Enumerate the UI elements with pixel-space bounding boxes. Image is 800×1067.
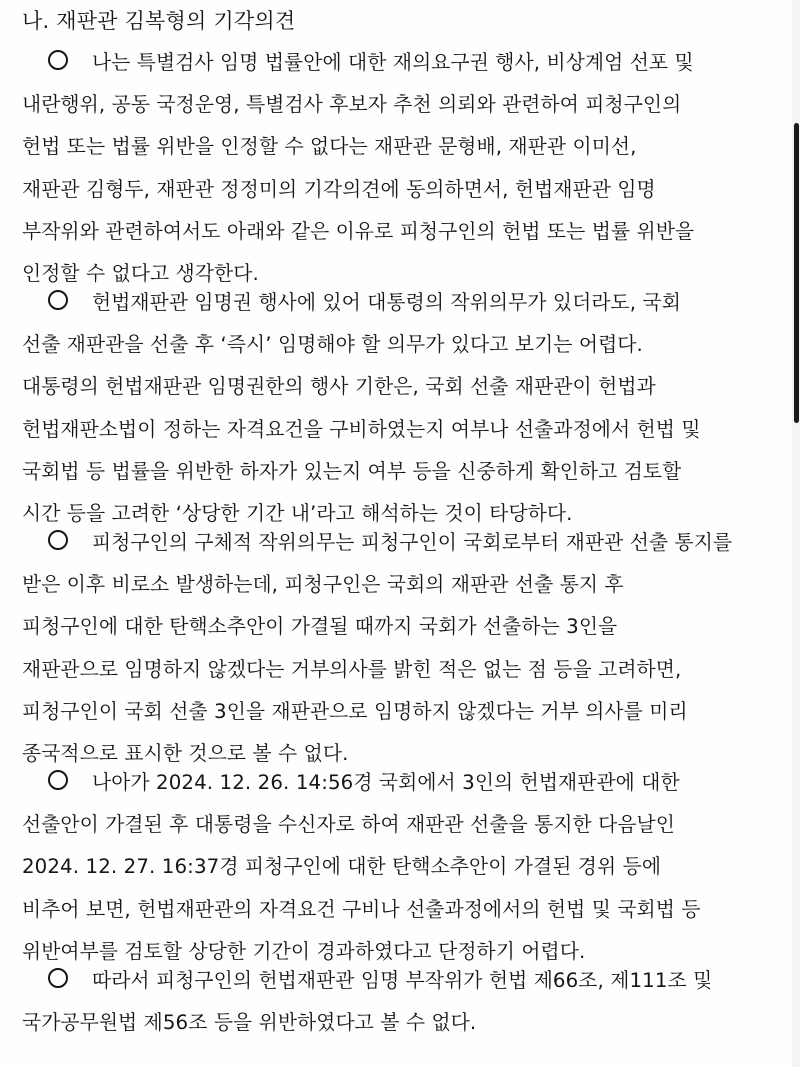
paragraph-line bbox=[22, 850, 782, 880]
line-text: 내란행위, 공동 국정운영, 특별검사 후보자 추천 의뢰와 관련하여 피청구인의 bbox=[22, 92, 682, 116]
line-text: 위반여부를 검토할 상당한 기간이 경과하였다고 단정하기 어렵다. bbox=[22, 940, 586, 964]
line-text: 국회법 등 법률을 위반한 하자가 있는지 여부 등을 신중하게 확인하고 검토할 bbox=[22, 460, 682, 484]
paragraph-2 bbox=[22, 285, 782, 527]
paragraph-line bbox=[22, 370, 782, 400]
line-text: 피청구인의 구체적 작위의무는 피청구인이 국회로부터 재판관 선출 통지를 bbox=[92, 530, 733, 554]
line-text: 나는 특별검사 임명 법률안에 대한 재의요구권 행사, 비상계엄 선포 및 bbox=[92, 50, 694, 74]
line-text: 선출안이 가결된 후 대통령을 수신자로 하여 재판관 선출을 통지한 다음날인 bbox=[22, 812, 675, 836]
scrollbar-thumb[interactable] bbox=[794, 123, 799, 423]
paragraph-line bbox=[22, 807, 782, 837]
line-text: 따라서 피청구인의 헌법재판관 임명 부작위가 헌법 제66조, 제111조 및 bbox=[92, 968, 713, 992]
circle-bullet-icon bbox=[48, 290, 68, 310]
paragraph-line bbox=[22, 87, 782, 117]
line-text: 2024. 12. 27. 16:37경 피청구인에 대한 탄핵소추안이 가결된 경위 등에 bbox=[22, 855, 662, 879]
paragraph-line bbox=[22, 652, 782, 682]
vertical-scrollbar[interactable] bbox=[792, 0, 800, 1067]
line-text: 받은 이후 비로소 발생하는데, 피청구인은 국회의 재판관 선출 통지 후 bbox=[22, 572, 624, 596]
circle-bullet-icon bbox=[48, 50, 68, 70]
paragraph-line bbox=[22, 130, 782, 160]
line-text: 부작위와 관련하여서도 아래와 같은 이유로 피청구인의 헌법 또는 법률 위반을 bbox=[22, 220, 695, 244]
line-text: 비추어 보면, 헌법재판관의 자격요건 구비나 선출과정에서의 헌법 및 국회법 등 bbox=[22, 897, 701, 921]
paragraph-line bbox=[22, 327, 782, 357]
paragraph-line bbox=[22, 892, 782, 922]
line-text: 국가공무원법 제56조 등을 위반하였다고 볼 수 없다. bbox=[22, 1010, 477, 1034]
paragraph-line bbox=[22, 935, 782, 965]
line-text: 선출 재판관을 선출 후 ‘즉시’ 임명해야 할 의무가 있다고 보기는 어렵다. bbox=[22, 332, 643, 356]
line-text: 시간 등을 고려한 ‘상당한 기간 내’라고 해석하는 것이 타당하다. bbox=[22, 502, 573, 526]
line-text: 나아가 2024. 12. 26. 14:56경 국회에서 3인의 헌법재판관에 대한 bbox=[92, 770, 680, 794]
paragraph-line bbox=[22, 412, 782, 442]
line-text: 헌법재판관 임명권 행사에 있어 대통령의 작위의무가 있더라도, 국회 bbox=[92, 290, 681, 314]
line-text: 종국적으로 표시한 것으로 볼 수 없다. bbox=[22, 742, 349, 766]
line-text: 피청구인에 대한 탄핵소추안이 가결될 때까지 국회가 선출하는 3인을 bbox=[22, 615, 618, 639]
paragraph-line bbox=[22, 567, 782, 597]
line-text: 피청구인이 국회 선출 3인을 재판관으로 임명하지 않겠다는 거부 의사를 미리 bbox=[22, 700, 688, 724]
paragraph-line bbox=[22, 497, 782, 527]
line-text: 헌법 또는 법률 위반을 인정할 수 없다는 재판관 문형배, 재판관 이미선, bbox=[22, 135, 637, 159]
line-text: 인정할 수 없다고 생각한다. bbox=[22, 262, 259, 286]
line-text: 재판관으로 임명하지 않겠다는 거부의사를 밝힌 적은 없는 점 등을 고려하면, bbox=[22, 657, 682, 681]
paragraph-line bbox=[22, 525, 782, 555]
paragraph-line bbox=[22, 765, 782, 795]
line-text: 헌법재판소법이 정하는 자격요건을 구비하였는지 여부나 선출과정에서 헌법 및 bbox=[22, 417, 701, 441]
line-text: 대통령의 헌법재판관 임명권한의 행사 기한은, 국회 선출 재판관이 헌법과 bbox=[22, 375, 656, 399]
paragraph-line bbox=[22, 455, 782, 485]
paragraph-line bbox=[22, 257, 782, 287]
paragraph-line bbox=[22, 695, 782, 725]
paragraph-line bbox=[22, 1005, 782, 1035]
paragraph-line bbox=[22, 737, 782, 767]
paragraph-line bbox=[22, 172, 782, 202]
paragraph-line bbox=[22, 610, 782, 640]
paragraph-line bbox=[22, 215, 782, 245]
paragraph-5 bbox=[22, 963, 782, 1035]
paragraph-4 bbox=[22, 765, 782, 965]
circle-bullet-icon bbox=[48, 770, 68, 790]
circle-bullet-icon bbox=[48, 968, 68, 988]
line-text: 재판관 김형두, 재판관 정정미의 기각의견에 동의하면서, 헌법재판관 임명 bbox=[22, 177, 656, 201]
section-heading: 나. 재판관 김복형의 기각의견 bbox=[22, 9, 296, 33]
paragraph-line bbox=[22, 963, 782, 993]
circle-bullet-icon bbox=[48, 530, 68, 550]
paragraph-1 bbox=[22, 45, 782, 287]
paragraph-line bbox=[22, 45, 782, 75]
paragraph-3 bbox=[22, 525, 782, 767]
paragraph-line bbox=[22, 285, 782, 315]
